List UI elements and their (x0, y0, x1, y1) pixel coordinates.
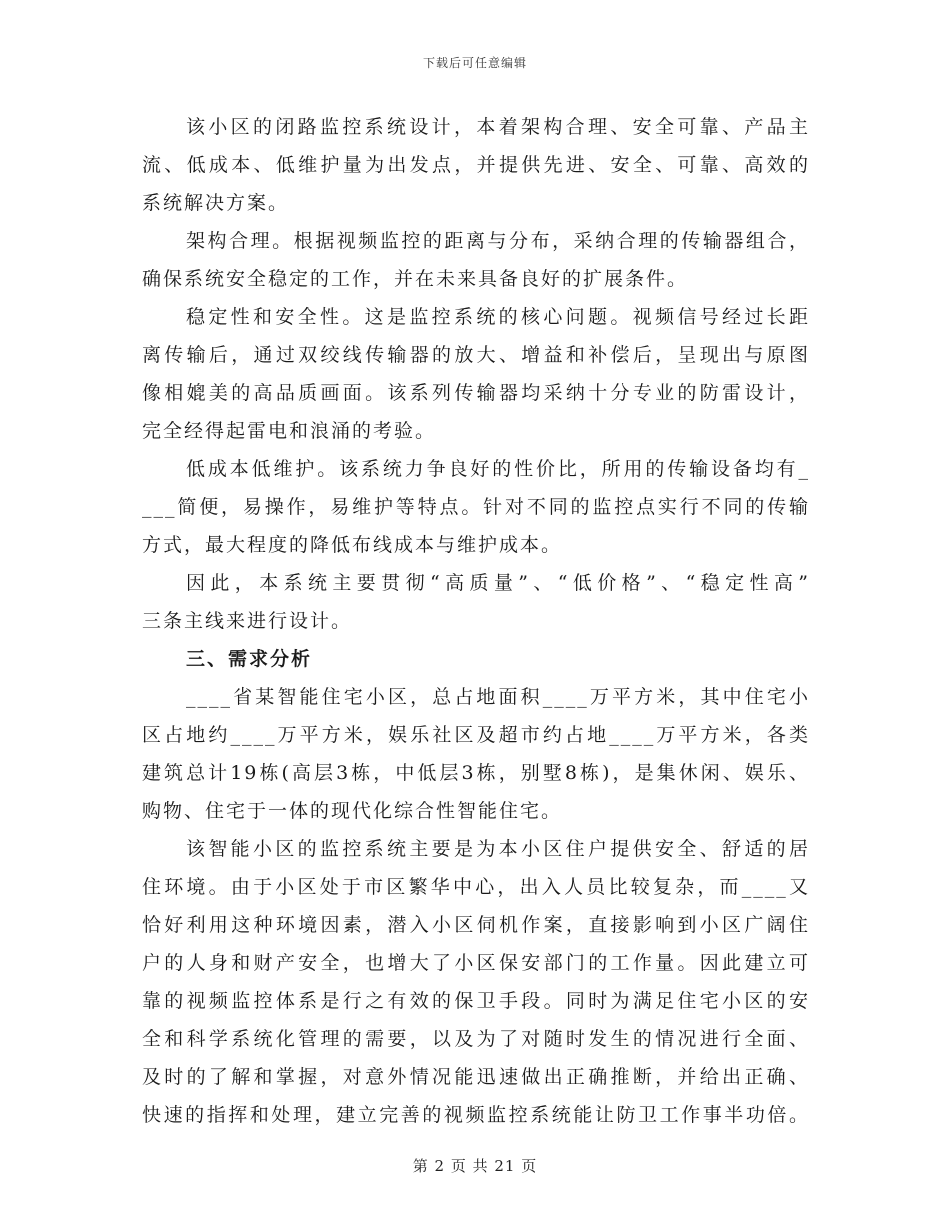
text-line: 离传输后，通过双绞线传输器的放大、增益和补偿后，呈现出与原图 (142, 344, 810, 366)
text-line: 系统解决方案。 (142, 192, 290, 214)
text-line: 方式，最大程度的降低布线成本与维护成本。 (142, 534, 563, 556)
text-line: 购物、住宅于一体的现代化综合性智能住宅。 (142, 800, 563, 822)
text-line: 完全经得起雷电和浪涌的考验。 (142, 420, 437, 442)
text-line: ___简便，易操作，易维护等特点。针对不同的监控点实行不同的传输 (142, 496, 810, 518)
text-line: 架构合理。根据视频监控的距离与分布，采纳合理的传输器组合， (186, 230, 810, 252)
text-line: 建筑总计19栋(高层3栋，中低层3栋，别墅8栋)，是集休闲、娱乐、 (142, 762, 810, 784)
text-line: 全和科学系统化管理的需要，以及为了对随时发生的情况进行全面、 (142, 1028, 810, 1050)
text-line: 及时的了解和掌握，对意外情况能迅速做出正确推断，并给出正确、 (142, 1066, 810, 1088)
text-line: ____省某智能住宅小区，总占地面积____万平方米，其中住宅小 (186, 686, 810, 708)
text-line: 因此，本系统主要贯彻“高质量”、“低价格”、“稳定性高” (186, 572, 810, 594)
page-header: 下载后可任意编辑 (422, 56, 527, 70)
text-line: 住环境。由于小区处于市区繁华中心，出入人员比较复杂，而____又 (142, 876, 810, 898)
text-line: 户的人身和财产安全，也增大了小区保安部门的工作量。因此建立可 (142, 952, 810, 974)
text-line: 该智能小区的监控系统主要是为本小区住户提供安全、舒适的居 (186, 838, 810, 860)
text-line: 快速的指挥和处理，建立完善的视频监控系统能让防卫工作事半功倍。 (142, 1104, 810, 1126)
text-line: 该小区的闭路监控系统设计，本着架构合理、安全可靠、产品主 (186, 116, 810, 138)
text-line: 流、低成本、低维护量为出发点，并提供先进、安全、可靠、高效的 (142, 154, 810, 176)
text-line: 低成本低维护。该系统力争良好的性价比，所用的传输设备均有_ (186, 458, 810, 480)
text-line: 像相媲美的高品质画面。该系列传输器均采纳十分专业的防雷设计， (142, 382, 810, 404)
text-line: 稳定性和安全性。这是监控系统的核心问题。视频信号经过长距 (186, 306, 810, 328)
text-line: 恰好利用这种环境因素，潜入小区伺机作案，直接影响到小区广阔住 (142, 914, 810, 936)
text-line: 区占地约____万平方米，娱乐社区及超市约占地____万平方米，各类 (142, 724, 810, 746)
text-line: 靠的视频监控体系是行之有效的保卫手段。同时为满足住宅小区的安 (142, 990, 810, 1012)
section-heading: 三、需求分析 (186, 648, 313, 670)
text-line: 三条主线来进行设计。 (142, 610, 353, 632)
document-body (142, 108, 810, 1134)
page-number: 第 2 页 共 21 页 (412, 1157, 538, 1175)
text-line: 确保系统安全稳定的工作，并在未来具备良好的扩展条件。 (142, 268, 689, 290)
